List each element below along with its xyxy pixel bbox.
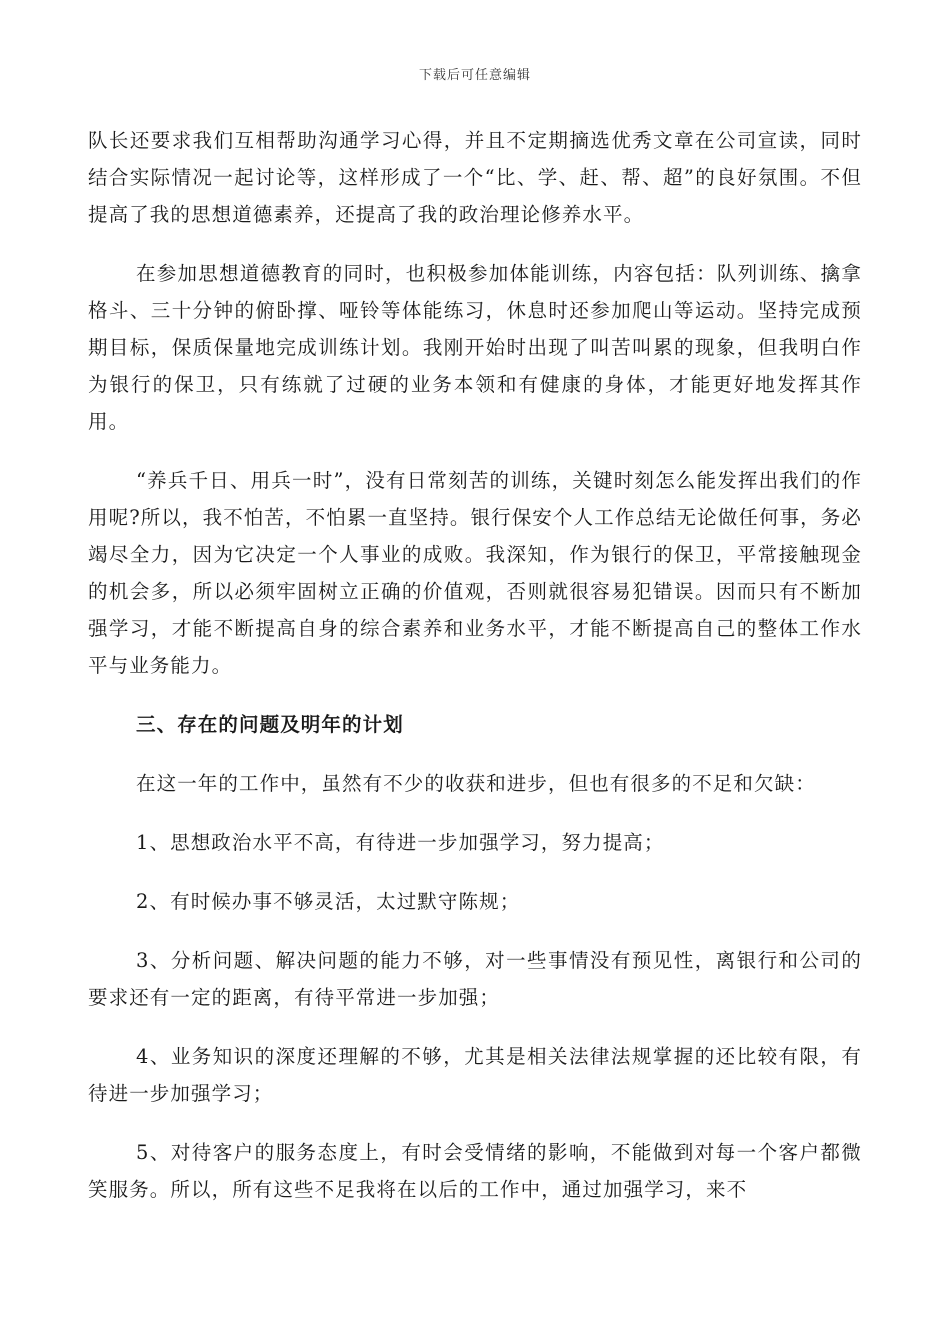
- list-item-4: 4、业务知识的深度还理解的不够，尤其是相关法律法规掌握的还比较有限，有待进一步加强学习；: [88, 1045, 862, 1105]
- list-item-2: 2、有时候办事不够灵活，太过默守陈规；: [136, 890, 521, 913]
- paragraph-physical-training: 在参加思想道德教育的同时，也积极参加体能训练，内容包括：队列训练、擒拿格斗、三十分钟的俯卧撑、哑铃等体能练习，休息时还参加爬山等运动。坚持完成预期目标，保质保量地完成训练计划。我刚开始时出现了叫苦叫累的现象，但我明白作为银行的保卫，只有练就了过硬的业务本领和有健康的身体，才能更好地发挥其作用。: [88, 262, 862, 433]
- list-item-3: 3、分析问题、解决问题的能力不够，对一些事情没有预见性，离银行和公司的要求还有一定的距离，有待平常进一步加强；: [88, 949, 862, 1009]
- list-item-5: 5、对待客户的服务态度上，有时会受情绪的影响，不能做到对每一个客户都微笑服务。所以，所有这些不足我将在以后的工作中，通过加强学习，来不: [88, 1141, 862, 1201]
- section-heading: 三、存在的问题及明年的计划: [136, 713, 404, 736]
- paragraph-shortcomings-intro: 在这一年的工作中，虽然有不少的收获和进步，但也有很多的不足和欠缺：: [136, 772, 816, 795]
- paragraph-training-persistence: “养兵千日、用兵一时”，没有日常刻苦的训练，关键时刻怎么能发挥出我们的作用呢?所以，我不怕苦，不怕累一直坚持。银行保安个人工作总结无论做任何事，务必竭尽全力，因为它决定一个人事业的成败。我深知，作为银行的保卫，平常接触现金的机会多，所以必须牢固树立正确的价值观，否则就很容易犯错误。因而只有不断加强学习，才能不断提高自身的综合素养和业务水平，才能不断提高自己的整体工作水平与业务能力。: [88, 469, 862, 677]
- page-header: 下载后可任意编辑: [418, 68, 531, 83]
- paragraph-team-learning: 队长还要求我们互相帮助沟通学习心得，并且不定期摘选优秀文章在公司宣读，同时结合实际情况一起讨论等，这样形成了一个“比、学、赶、帮、超”的良好氛围。不但提高了我的思想道德素养，还提高了我的政治理论修养水平。: [88, 129, 862, 226]
- list-item-1: 1、思想政治水平不高，有待进一步加强学习，努力提高；: [136, 831, 665, 854]
- document-body: [88, 122, 862, 1230]
